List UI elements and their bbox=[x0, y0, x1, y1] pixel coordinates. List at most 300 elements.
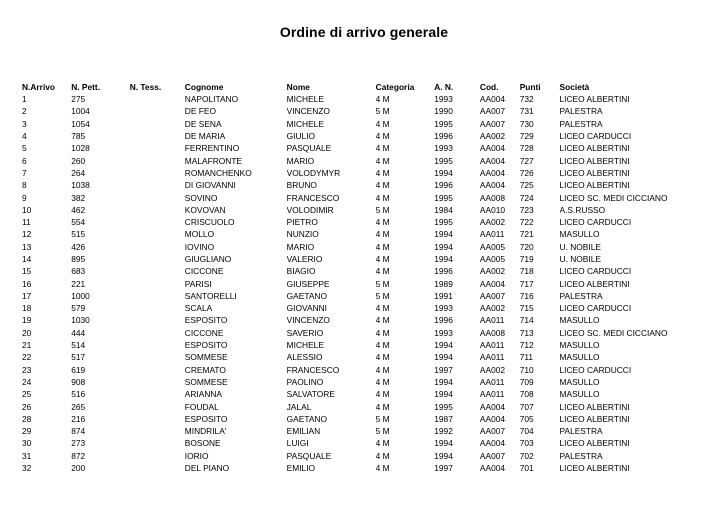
cell-tessera bbox=[130, 228, 185, 240]
cell-tessera bbox=[130, 105, 185, 117]
header-codice: Cod. bbox=[479, 82, 499, 92]
cell-nome: FRANCESCO bbox=[286, 364, 340, 375]
cell-societa: PALESTRA bbox=[559, 426, 603, 437]
cell-anno-nascita: 1984 bbox=[434, 204, 453, 215]
cell-cognome: DE SENA bbox=[184, 118, 222, 129]
cell-tessera bbox=[130, 327, 185, 339]
cell-categoria: 5 M bbox=[375, 278, 390, 289]
cell-arrivo: 6 bbox=[22, 155, 27, 166]
cell-tessera bbox=[130, 179, 185, 191]
table-row bbox=[22, 167, 706, 179]
cell-codice: AA007 bbox=[479, 118, 506, 129]
cell-codice: AA002 bbox=[479, 303, 506, 314]
cell-pettorale: 260 bbox=[71, 155, 86, 166]
cell-tessera bbox=[130, 462, 185, 474]
cell-arrivo: 5 bbox=[22, 143, 27, 154]
table-row bbox=[22, 413, 706, 425]
cell-societa: MASULLO bbox=[559, 340, 600, 351]
cell-pettorale: 872 bbox=[71, 450, 86, 461]
cell-codice: AA004 bbox=[479, 413, 506, 424]
cell-tessera bbox=[130, 130, 185, 142]
cell-societa: LICEO ALBERTINI bbox=[559, 463, 630, 474]
cell-punti: 729 bbox=[519, 131, 534, 142]
cell-arrivo: 13 bbox=[22, 241, 32, 252]
cell-codice: AA002 bbox=[479, 131, 506, 142]
table-row bbox=[22, 462, 706, 474]
cell-societa: PALESTRA bbox=[559, 450, 603, 461]
cell-codice: AA008 bbox=[479, 327, 506, 338]
cell-nome: SALVATORE bbox=[286, 389, 335, 400]
header-punti: Punti bbox=[519, 82, 541, 92]
cell-punti: 717 bbox=[519, 278, 534, 289]
cell-tessera bbox=[130, 351, 185, 363]
cell-punti: 704 bbox=[519, 426, 534, 437]
cell-nome: SAVERIO bbox=[286, 327, 324, 338]
cell-nome: PASQUALE bbox=[286, 450, 332, 461]
cell-pettorale: 908 bbox=[71, 376, 86, 387]
cell-cognome: NAPOLITANO bbox=[184, 94, 239, 105]
cell-anno-nascita: 1995 bbox=[434, 192, 453, 203]
cell-tessera bbox=[130, 413, 185, 425]
cell-nome: GIULIO bbox=[286, 131, 316, 142]
cell-cognome: ESPOSITO bbox=[184, 315, 228, 326]
cell-codice: AA007 bbox=[479, 426, 506, 437]
cell-cognome: IOVINO bbox=[184, 241, 215, 252]
header-cognome: Cognome bbox=[184, 82, 224, 92]
cell-nome: VOLODYMYR bbox=[286, 167, 341, 178]
cell-anno-nascita: 1997 bbox=[434, 364, 453, 375]
cell-societa: LICEO ALBERTINI bbox=[559, 413, 630, 424]
table-row bbox=[22, 216, 706, 228]
cell-arrivo: 22 bbox=[22, 352, 32, 363]
cell-categoria: 5 M bbox=[375, 204, 390, 215]
cell-tessera bbox=[130, 216, 185, 228]
cell-arrivo: 15 bbox=[22, 266, 32, 277]
cell-pettorale: 514 bbox=[71, 340, 86, 351]
cell-societa: LICEO ALBERTINI bbox=[559, 438, 630, 449]
cell-societa: LICEO ALBERTINI bbox=[559, 401, 630, 412]
cell-codice: AA004 bbox=[479, 278, 506, 289]
results-table bbox=[22, 80, 706, 474]
cell-anno-nascita: 1987 bbox=[434, 413, 453, 424]
cell-cognome: IORIO bbox=[184, 450, 209, 461]
cell-tessera bbox=[130, 314, 185, 326]
cell-societa: LICEO SC. MEDI CICCIANO bbox=[559, 327, 668, 338]
cell-societa: LICEO ALBERTINI bbox=[559, 143, 630, 154]
cell-pettorale: 895 bbox=[71, 254, 86, 264]
cell-anno-nascita: 1994 bbox=[434, 352, 453, 363]
cell-anno-nascita: 1996 bbox=[434, 131, 453, 142]
cell-categoria: 4 M bbox=[375, 180, 390, 191]
cell-punti: 705 bbox=[519, 413, 534, 424]
cell-anno-nascita: 1994 bbox=[434, 450, 453, 461]
header-nome: Nome bbox=[286, 82, 310, 92]
cell-tessera bbox=[130, 241, 185, 253]
cell-tessera bbox=[130, 142, 185, 154]
table-row bbox=[22, 265, 706, 277]
cell-societa: PALESTRA bbox=[559, 290, 603, 301]
cell-arrivo: 17 bbox=[22, 290, 32, 301]
cell-punti: 725 bbox=[519, 180, 534, 191]
cell-pettorale: 785 bbox=[71, 131, 86, 142]
cell-arrivo: 21 bbox=[22, 340, 32, 351]
cell-nome: EMILIAN bbox=[286, 426, 321, 437]
cell-nome: VINCENZO bbox=[286, 106, 330, 117]
table-row bbox=[22, 204, 706, 216]
cell-cognome: FOUDAL bbox=[184, 401, 219, 412]
cell-cognome: ESPOSITO bbox=[184, 340, 228, 351]
cell-categoria: 4 M bbox=[375, 438, 390, 449]
cell-anno-nascita: 1993 bbox=[434, 143, 453, 154]
cell-cognome: SOMMESE bbox=[184, 376, 228, 387]
table-body bbox=[22, 93, 706, 474]
cell-pettorale: 216 bbox=[71, 413, 86, 424]
cell-cognome: SOVINO bbox=[184, 192, 218, 203]
cell-anno-nascita: 1994 bbox=[434, 241, 453, 252]
cell-cognome: CRISCUOLO bbox=[184, 217, 235, 228]
cell-tessera bbox=[130, 167, 185, 179]
cell-categoria: 5 M bbox=[375, 413, 390, 424]
cell-tessera bbox=[130, 191, 185, 203]
cell-pettorale: 874 bbox=[71, 426, 86, 437]
table-row bbox=[22, 302, 706, 314]
cell-pettorale: 264 bbox=[71, 167, 86, 178]
cell-cognome: DI GIOVANNI bbox=[184, 180, 236, 191]
cell-tessera bbox=[130, 388, 185, 400]
cell-pettorale: 1030 bbox=[71, 315, 90, 326]
cell-arrivo: 28 bbox=[22, 413, 32, 424]
cell-categoria: 5 M bbox=[375, 290, 390, 301]
cell-pettorale: 515 bbox=[71, 229, 86, 240]
cell-punti: 724 bbox=[519, 192, 534, 203]
cell-pettorale: 554 bbox=[71, 217, 86, 228]
cell-societa: LICEO CARDUCCI bbox=[559, 131, 632, 142]
cell-categoria: 5 M bbox=[375, 426, 390, 437]
cell-nome: BIAGIO bbox=[286, 266, 316, 277]
cell-codice: AA004 bbox=[479, 180, 506, 191]
table-row bbox=[22, 388, 706, 400]
cell-categoria: 4 M bbox=[375, 241, 390, 252]
cell-tessera bbox=[130, 425, 185, 437]
cell-nome: ALESSIO bbox=[286, 352, 323, 363]
header-societa: Società bbox=[559, 82, 590, 92]
table-row bbox=[22, 93, 706, 105]
cell-categoria: 4 M bbox=[375, 217, 390, 228]
cell-categoria: 4 M bbox=[375, 401, 390, 412]
cell-codice: AA004 bbox=[479, 167, 506, 178]
cell-tessera bbox=[130, 290, 185, 302]
cell-anno-nascita: 1993 bbox=[434, 94, 453, 105]
table-row bbox=[22, 130, 706, 142]
table-row bbox=[22, 105, 706, 117]
cell-cognome: SOMMESE bbox=[184, 352, 228, 363]
cell-tessera bbox=[130, 277, 185, 289]
cell-punti: 714 bbox=[519, 315, 534, 326]
cell-categoria: 4 M bbox=[375, 143, 390, 154]
cell-nome: GAETANO bbox=[286, 413, 327, 424]
cell-cognome: CREMATO bbox=[184, 364, 226, 375]
header-pettorale: N. Pett. bbox=[71, 82, 101, 92]
cell-societa: U. NOBILE bbox=[559, 241, 601, 252]
cell-punti: 726 bbox=[519, 167, 534, 178]
cell-pettorale: 221 bbox=[71, 278, 86, 289]
cell-societa: LICEO ALBERTINI bbox=[559, 155, 630, 166]
cell-categoria: 4 M bbox=[375, 131, 390, 142]
cell-nome: GAETANO bbox=[286, 290, 327, 301]
cell-cognome: CICCONE bbox=[184, 266, 224, 277]
cell-societa: MASULLO bbox=[559, 389, 600, 400]
cell-cognome: DEL PIANO bbox=[184, 463, 230, 474]
cell-anno-nascita: 1995 bbox=[434, 118, 453, 129]
cell-punti: 713 bbox=[519, 327, 534, 338]
cell-tessera bbox=[130, 118, 185, 130]
cell-punti: 731 bbox=[519, 106, 534, 117]
cell-codice: AA008 bbox=[479, 192, 506, 203]
cell-arrivo: 19 bbox=[22, 315, 32, 326]
cell-tessera bbox=[130, 204, 185, 216]
table-row bbox=[22, 241, 706, 253]
cell-cognome: FERRENTINO bbox=[184, 143, 240, 154]
cell-arrivo: 20 bbox=[22, 327, 32, 338]
cell-cognome: DE FEO bbox=[184, 106, 216, 117]
cell-societa: LICEO ALBERTINI bbox=[559, 180, 630, 191]
page-title: Ordine di arrivo generale bbox=[279, 24, 449, 40]
cell-arrivo: 1 bbox=[22, 94, 27, 105]
cell-tessera bbox=[130, 302, 185, 314]
cell-societa: LICEO CARDUCCI bbox=[559, 266, 632, 277]
cell-codice: AA004 bbox=[479, 155, 506, 166]
cell-codice: AA011 bbox=[479, 352, 505, 363]
cell-anno-nascita: 1994 bbox=[434, 376, 453, 387]
cell-arrivo: 7 bbox=[22, 167, 27, 178]
cell-punti: 703 bbox=[519, 438, 534, 449]
table-row bbox=[22, 154, 706, 166]
cell-cognome: CICCONE bbox=[184, 327, 224, 338]
cell-punti: 709 bbox=[519, 376, 534, 387]
cell-categoria: 4 M bbox=[375, 340, 390, 351]
cell-tessera bbox=[130, 93, 185, 105]
table-row bbox=[22, 290, 706, 302]
cell-arrivo: 31 bbox=[22, 450, 32, 461]
cell-nome: MICHELE bbox=[286, 118, 324, 129]
cell-codice: AA004 bbox=[479, 438, 506, 449]
cell-anno-nascita: 1995 bbox=[434, 217, 453, 228]
cell-pettorale: 516 bbox=[71, 389, 86, 400]
cell-nome: MICHELE bbox=[286, 340, 324, 351]
cell-pettorale: 1000 bbox=[71, 290, 90, 301]
cell-cognome: PARISI bbox=[184, 278, 212, 289]
cell-categoria: 4 M bbox=[375, 352, 390, 363]
cell-anno-nascita: 1995 bbox=[434, 155, 453, 166]
cell-codice: AA004 bbox=[479, 143, 506, 154]
cell-arrivo: 26 bbox=[22, 401, 32, 412]
header-anno-nascita: A. N. bbox=[434, 82, 454, 92]
cell-punti: 721 bbox=[519, 229, 534, 240]
cell-codice: AA011 bbox=[479, 340, 505, 351]
table-row bbox=[22, 339, 706, 351]
cell-punti: 715 bbox=[519, 303, 534, 314]
cell-nome: NUNZIO bbox=[286, 229, 319, 240]
cell-codice: AA004 bbox=[479, 401, 506, 412]
cell-cognome: GIUGLIANO bbox=[184, 254, 232, 264]
cell-tessera bbox=[130, 437, 185, 449]
cell-categoria: 5 M bbox=[375, 106, 390, 117]
cell-nome: VALERIO bbox=[286, 254, 323, 264]
cell-categoria: 4 M bbox=[375, 303, 390, 314]
table-row bbox=[22, 314, 706, 326]
cell-tessera bbox=[130, 450, 185, 462]
cell-nome: EMILIO bbox=[286, 463, 316, 474]
cell-punti: 718 bbox=[519, 266, 534, 277]
cell-tessera bbox=[130, 265, 185, 277]
cell-arrivo: 32 bbox=[22, 463, 32, 474]
cell-punti: 707 bbox=[519, 401, 534, 412]
cell-codice: AA002 bbox=[479, 266, 506, 277]
cell-categoria: 4 M bbox=[375, 229, 390, 240]
cell-codice: AA011 bbox=[479, 389, 505, 400]
cell-punti: 719 bbox=[519, 254, 534, 264]
cell-arrivo: 24 bbox=[22, 376, 32, 387]
table-row bbox=[22, 228, 706, 240]
cell-categoria: 4 M bbox=[375, 389, 390, 400]
cell-categoria: 4 M bbox=[375, 167, 390, 178]
cell-anno-nascita: 1994 bbox=[434, 229, 453, 240]
cell-arrivo: 25 bbox=[22, 389, 32, 400]
cell-codice: AA002 bbox=[479, 364, 506, 375]
cell-arrivo: 14 bbox=[22, 254, 32, 264]
cell-punti: 711 bbox=[519, 352, 534, 363]
cell-pettorale: 275 bbox=[71, 94, 86, 105]
cell-categoria: 4 M bbox=[375, 450, 390, 461]
cell-codice: AA005 bbox=[479, 241, 506, 252]
cell-cognome: MOLLO bbox=[184, 229, 215, 240]
cell-punti: 712 bbox=[519, 340, 534, 351]
cell-societa: PALESTRA bbox=[559, 106, 603, 117]
cell-nome: MARIO bbox=[286, 155, 315, 166]
cell-codice: AA005 bbox=[479, 254, 506, 264]
table-row bbox=[22, 142, 706, 154]
header-tessera: N. Tess. bbox=[129, 82, 162, 92]
cell-arrivo: 8 bbox=[22, 180, 27, 191]
cell-arrivo: 2 bbox=[22, 106, 27, 117]
cell-codice: AA004 bbox=[479, 463, 506, 474]
cell-anno-nascita: 1993 bbox=[434, 303, 453, 314]
table-row bbox=[22, 191, 706, 203]
cell-categoria: 4 M bbox=[375, 254, 390, 264]
cell-punti: 710 bbox=[519, 364, 534, 375]
cell-codice: AA007 bbox=[479, 290, 506, 301]
cell-cognome: SCALA bbox=[184, 303, 213, 314]
cell-anno-nascita: 1995 bbox=[434, 401, 453, 412]
cell-tessera bbox=[130, 339, 185, 351]
cell-societa: MASULLO bbox=[559, 229, 600, 240]
header-categoria: Categoria bbox=[375, 82, 415, 92]
table-row bbox=[22, 425, 706, 437]
cell-nome: GIOVANNI bbox=[286, 303, 327, 314]
cell-categoria: 4 M bbox=[375, 94, 390, 105]
cell-cognome: ROMANCHENKO bbox=[184, 167, 252, 178]
cell-anno-nascita: 1994 bbox=[434, 389, 453, 400]
cell-nome: VINCENZO bbox=[286, 315, 330, 326]
cell-societa: LICEO ALBERTINI bbox=[559, 167, 630, 178]
cell-societa: PALESTRA bbox=[559, 118, 603, 129]
cell-categoria: 4 M bbox=[375, 266, 390, 277]
cell-arrivo: 4 bbox=[22, 131, 27, 142]
cell-anno-nascita: 1991 bbox=[434, 290, 453, 301]
cell-categoria: 4 M bbox=[375, 463, 390, 474]
cell-cognome: SANTORELLI bbox=[184, 290, 237, 301]
cell-anno-nascita: 1990 bbox=[434, 106, 453, 117]
cell-pettorale: 1004 bbox=[71, 106, 90, 117]
table-row bbox=[22, 437, 706, 449]
cell-punti: 716 bbox=[519, 290, 534, 301]
cell-tessera bbox=[130, 364, 185, 376]
cell-pettorale: 200 bbox=[71, 463, 86, 474]
cell-cognome: KOVOVAN bbox=[184, 204, 226, 215]
cell-societa: U. NOBILE bbox=[559, 254, 601, 264]
cell-codice: AA007 bbox=[479, 106, 506, 117]
cell-nome: BRUNO bbox=[286, 180, 317, 191]
table-row bbox=[22, 364, 706, 376]
cell-categoria: 4 M bbox=[375, 192, 390, 203]
cell-arrivo: 10 bbox=[22, 204, 32, 215]
cell-punti: 720 bbox=[519, 241, 534, 252]
cell-pettorale: 265 bbox=[71, 401, 86, 412]
cell-pettorale: 1028 bbox=[71, 143, 90, 154]
cell-pettorale: 444 bbox=[71, 327, 86, 338]
cell-categoria: 4 M bbox=[375, 118, 390, 129]
cell-arrivo: 9 bbox=[22, 192, 27, 203]
table-row bbox=[22, 351, 706, 363]
cell-pettorale: 579 bbox=[71, 303, 86, 314]
cell-nome: MICHELE bbox=[286, 94, 324, 105]
cell-pettorale: 382 bbox=[71, 192, 86, 203]
cell-pettorale: 1054 bbox=[71, 118, 90, 129]
cell-pettorale: 1038 bbox=[71, 180, 90, 191]
cell-arrivo: 16 bbox=[22, 278, 32, 289]
cell-arrivo: 11 bbox=[22, 217, 31, 228]
cell-societa: LICEO ALBERTINI bbox=[559, 94, 630, 105]
cell-cognome: ESPOSITO bbox=[184, 413, 228, 424]
cell-pettorale: 426 bbox=[71, 241, 86, 252]
cell-punti: 702 bbox=[519, 450, 534, 461]
cell-anno-nascita: 1996 bbox=[434, 266, 453, 277]
cell-pettorale: 273 bbox=[71, 438, 86, 449]
cell-codice: AA011 bbox=[479, 229, 505, 240]
cell-anno-nascita: 1997 bbox=[434, 463, 453, 474]
cell-nome: GIUSEPPE bbox=[286, 278, 330, 289]
cell-arrivo: 29 bbox=[22, 426, 32, 437]
cell-punti: 732 bbox=[519, 94, 534, 105]
cell-societa: LICEO ALBERTINI bbox=[559, 278, 630, 289]
cell-cognome: MALAFRONTE bbox=[184, 155, 243, 166]
cell-nome: PIETRO bbox=[286, 217, 318, 228]
cell-punti: 730 bbox=[519, 118, 534, 129]
cell-punti: 727 bbox=[519, 155, 534, 166]
cell-anno-nascita: 1996 bbox=[434, 180, 453, 191]
cell-anno-nascita: 1993 bbox=[434, 327, 453, 338]
header-arrivo: N.Arrivo bbox=[22, 82, 56, 92]
cell-categoria: 4 M bbox=[375, 327, 390, 338]
cell-categoria: 4 M bbox=[375, 315, 390, 326]
cell-nome: FRANCESCO bbox=[286, 192, 340, 203]
table-row bbox=[22, 400, 706, 412]
cell-categoria: 4 M bbox=[375, 155, 390, 166]
table-row bbox=[22, 118, 706, 130]
cell-codice: AA011 bbox=[479, 376, 505, 387]
cell-categoria: 4 M bbox=[375, 376, 390, 387]
cell-arrivo: 3 bbox=[22, 118, 27, 129]
